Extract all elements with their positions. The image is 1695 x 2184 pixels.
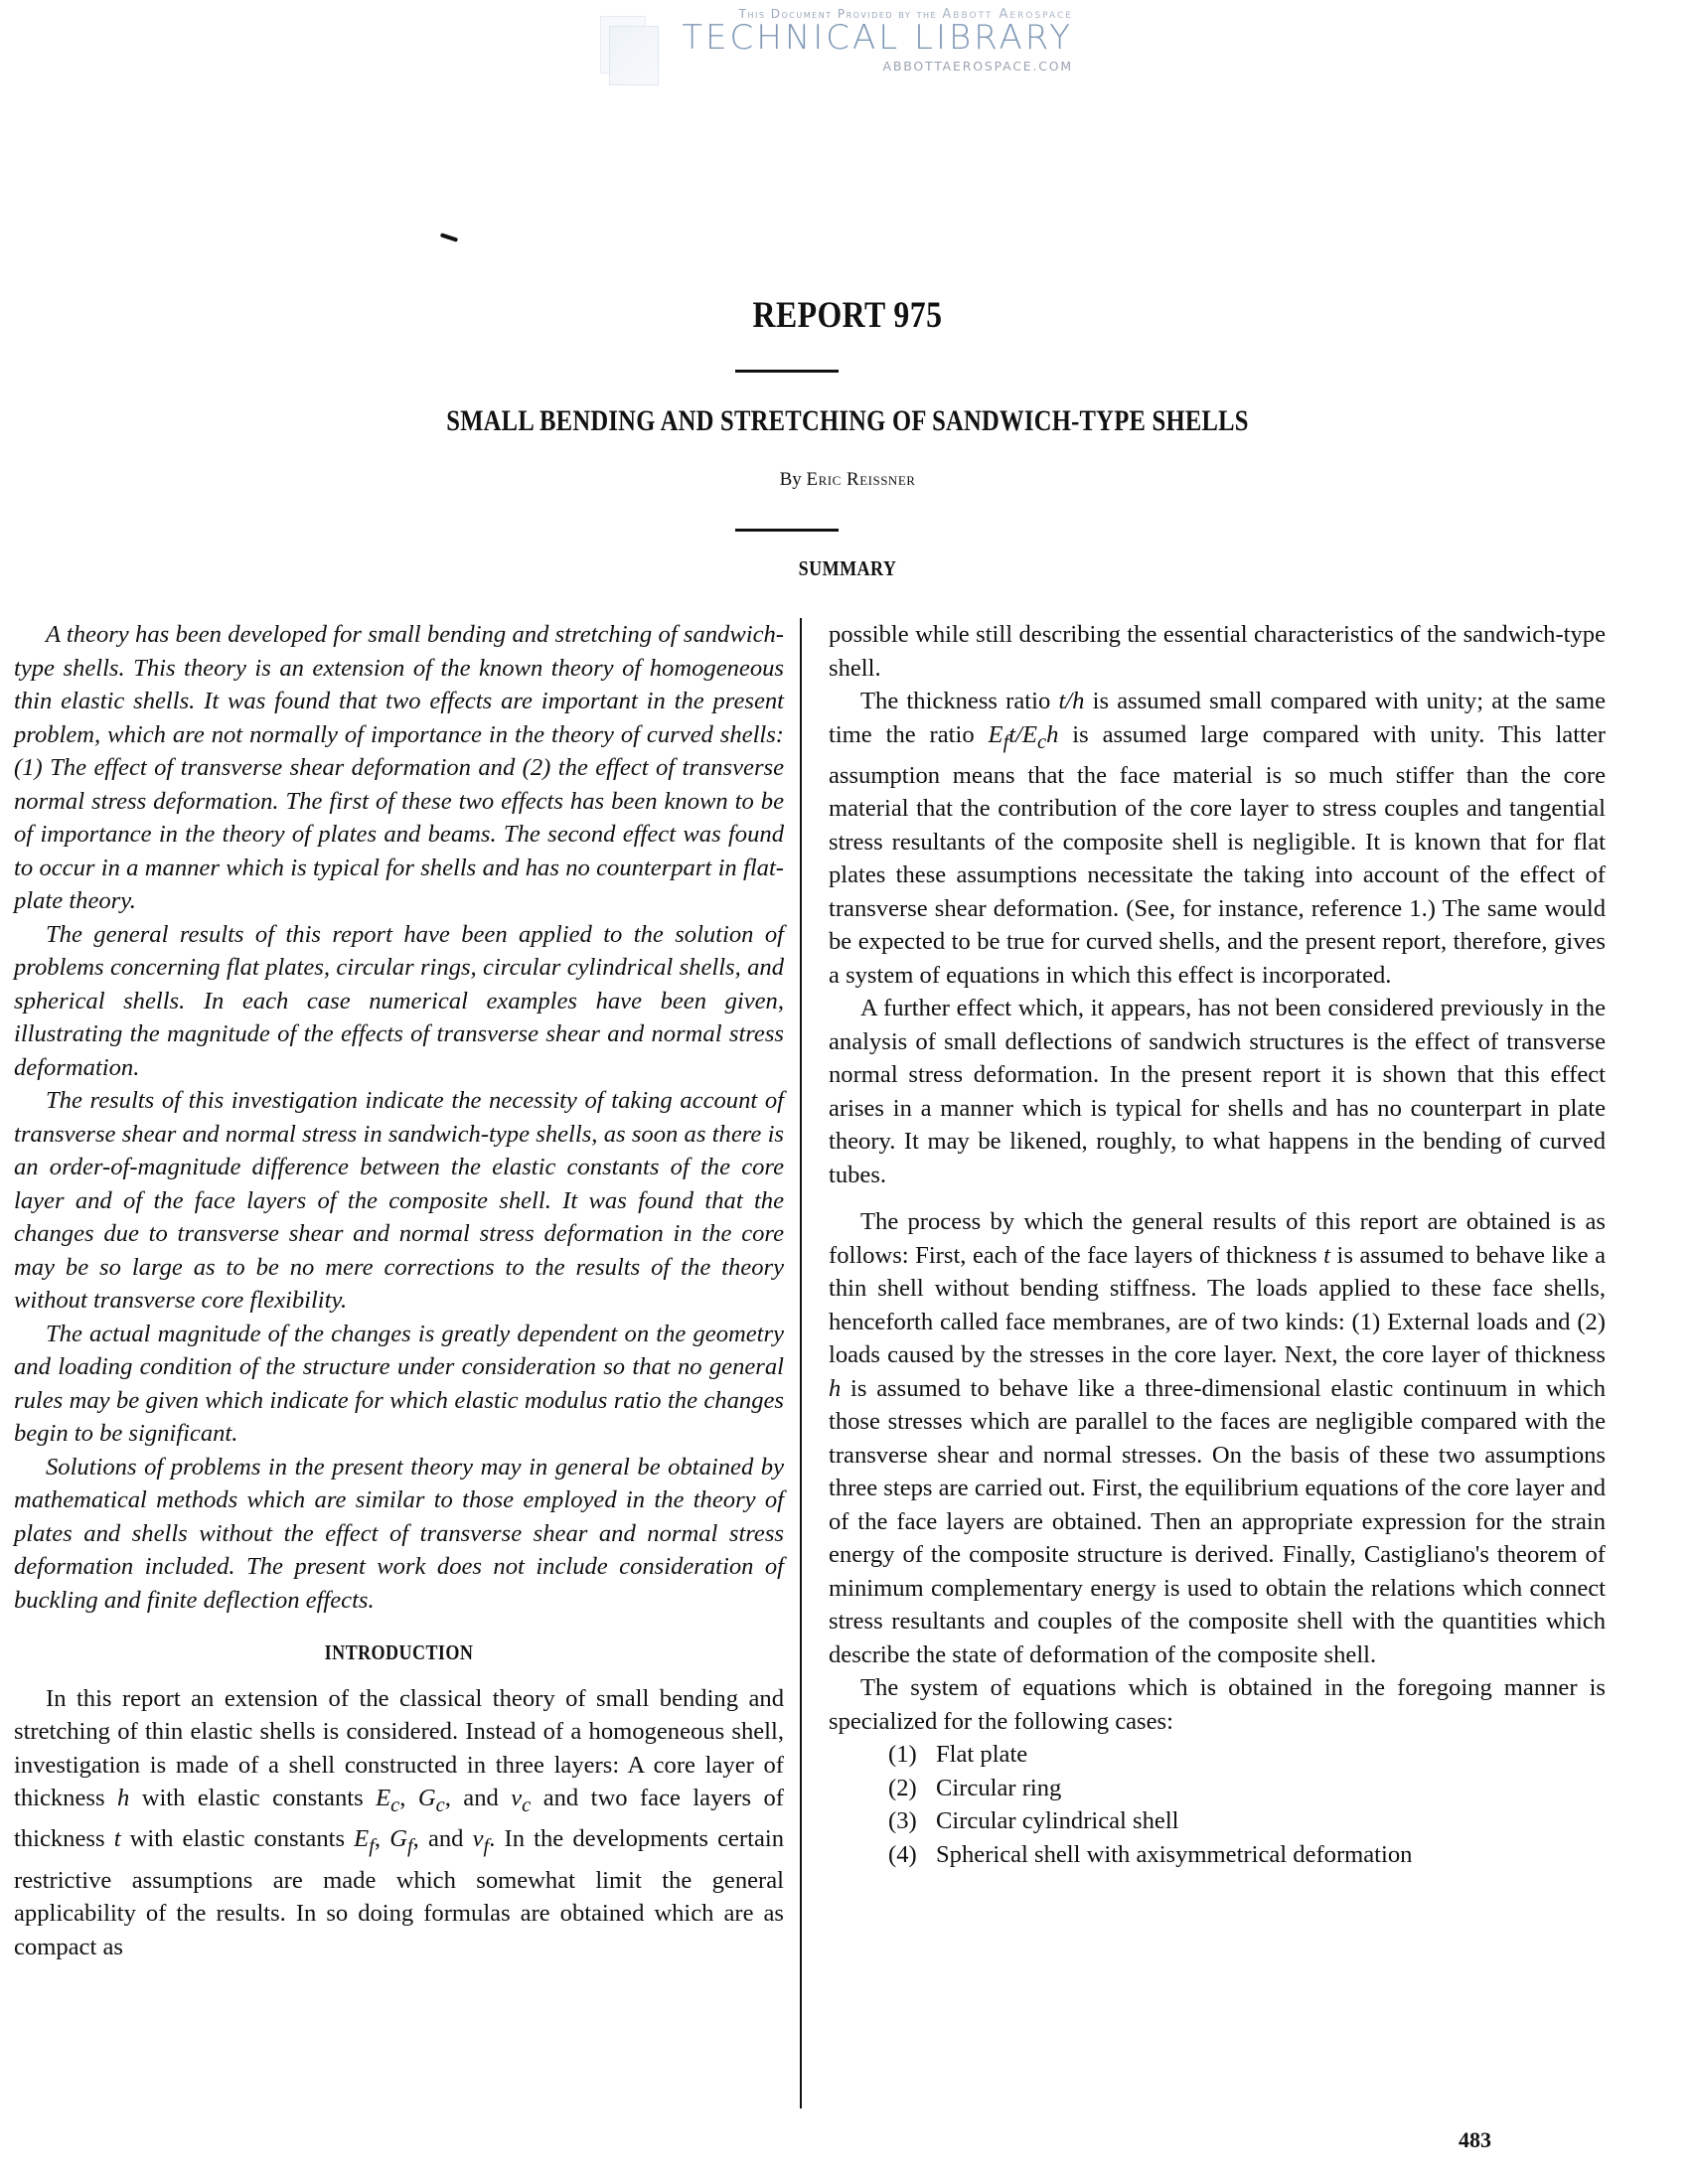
case-number: (2) (888, 1774, 917, 1801)
symbol-subscript: c (390, 1794, 400, 1816)
text-run: , (399, 1785, 418, 1811)
symbol-t: t (113, 1825, 121, 1853)
case-label: Spherical shell with axisymmetrical deformation (936, 1840, 1413, 1868)
text-run: is assumed to behave like a three-dimensional elastic continuum in which those stresses which are parallel to the faces are negligible compared with the transverse shear and normal stresses. On the basis of these two assumptions three steps are carried out. First, the equilibrium equations of the core layer and of the face layers are obtained. Then an appropriate expression for the strain energy of the composite structure is derived. Finally, Castigliano's theorem of minimum complementary energy is used to obtain the relations which connect stress resultants and couples of the composite shell with the quantities which describe the state of deformation of the composite shell. (829, 1374, 1606, 1668)
symbol-base: G (417, 1785, 436, 1811)
symbol-h: h (829, 1374, 842, 1402)
symbol-base: ν (472, 1825, 484, 1853)
text-run: The process by which the general results of this report are obtained is as follows: First, each of the face layers of thickness (829, 1208, 1606, 1269)
text-run: is assumed small compared with unity; at the same time the ratio (829, 688, 1606, 748)
watermark-library-title: TECHNICAL LIBRARY (682, 18, 1073, 58)
symbol-stiffness-ratio (988, 720, 1059, 753)
text-run: is assumed large compared with unity. This latter assumption means that the face material is so much stiffer than the core material that the contribution of the core layer to stress couples and tangential stress resultants of the composite shell is negligible. It is known that for flat plates these assumptions necessitate the taking into account of the effect of transverse shear deformation. (See, for instance, reference 1.) The same would be expected to be true for curved shells, and the present report, therefore, gives a system of equations in which this effect is incorporated. (829, 720, 1606, 989)
symbol-Ec (376, 1785, 400, 1816)
text-run: with elastic constants (120, 1825, 355, 1853)
summary-paragraph: Solutions of problems in the present theory may in general be obtained by mathematical methods which are similar to those employed in the theory of plates and shells without the effect of transverse shear and normal stress deformation included. The present work does not include consideration of buckling and finite deflection effects. (14, 1453, 784, 1614)
introduction-paragraph (829, 1205, 1606, 1671)
summary-paragraph: The general results of this report have been applied to the solution of problems concerning flat plates, circular rings, circular cylindrical shells, and spherical shells. In each case numerical examples have been given, illustrating the magnitude of the effects of transverse shear and normal stress deformation. (14, 920, 784, 1081)
symbol-base: h (1046, 720, 1059, 748)
right-column (829, 618, 1606, 1871)
symbol-t-over-h: t/h (1058, 688, 1085, 714)
introduction-paragraph: The system of equations which is obtained in the foregoing manner is specialized for the following cases: (829, 1674, 1606, 1735)
symbol-Gf (389, 1825, 413, 1858)
summary-paragraph: A theory has been developed for small bending and stretching of sandwich-type shells. This theory is an extension of the known theory of homogeneous thin elastic shells. It was found that two effects are important in the present problem, which are not normally of importance in the theory of curved shells: (1) The effect of transverse shear deformation and (2) the effect of transverse normal stress deformation. The first of these two effects has been known to be of importance in the theory of plates and beams. The second effect was found to occur in a manner which is typical for shells and has no counterpart in flat-plate theory. (14, 621, 784, 914)
symbol-subscript: f (369, 1835, 375, 1858)
text-run: , and (412, 1825, 473, 1853)
watermark-url: ABBOTTAEROSPACE.COM (882, 59, 1073, 74)
symbol-nu-f (472, 1825, 490, 1858)
cases-list (829, 1738, 1606, 1871)
symbol-subscript: f (483, 1835, 490, 1858)
case-label: Circular cylindrical shell (936, 1807, 1179, 1835)
introduction-paragraph (829, 685, 1606, 992)
text-run: and two face layers of thickness (14, 1785, 784, 1853)
text-run: . In the developments certain restrictive assumptions are made which somewhat limit the general applicability of the results. In so doing formulas are obtained which are as compact as (14, 1825, 784, 1960)
symbol-t: t (1323, 1241, 1330, 1269)
summary-paragraph: The results of this investigation indicate the necessity of taking account of transverse shear and normal stress in sandwich-type shells, as soon as there is an order-of-magnitude difference between the elastic constants of the core layer and of the face layers of the composite shell. It was found that the changes due to transverse shear and normal stress deformation in the core may be so large as to be no mere corrections to the results of the theory without transverse core flexibility. (14, 1087, 784, 1314)
case-item (888, 1838, 1606, 1872)
introduction-paragraph (14, 1682, 784, 1964)
watermark-prefix: This Document Provided by the (738, 7, 938, 21)
case-label: Flat plate (936, 1741, 1028, 1769)
summary-heading: SUMMARY (798, 556, 897, 580)
case-item (888, 1772, 1606, 1805)
introduction-paragraph-continued: possible while still describing the essential characteristics of the sandwich-type shell. (829, 621, 1606, 682)
case-label: Circular ring (936, 1774, 1062, 1801)
case-number: (4) (888, 1840, 917, 1868)
symbol-Gc (417, 1785, 445, 1816)
summary-section (14, 618, 784, 1617)
text-run: The thickness ratio (860, 688, 1059, 714)
symbol-base: ν (511, 1785, 523, 1811)
case-item (888, 1804, 1606, 1838)
symbol-base: E (988, 720, 1003, 748)
symbol-subscript: f (1002, 730, 1009, 753)
text-run: , (374, 1825, 390, 1853)
symbol-subscript: f (406, 1835, 413, 1858)
title-rule-divider (735, 370, 839, 373)
case-number: (1) (888, 1741, 917, 1769)
column-divider (800, 618, 802, 2108)
report-number: REPORT 975 (752, 295, 943, 336)
symbol-Ef (354, 1825, 375, 1858)
left-column (14, 618, 784, 1963)
symbol-subscript: c (522, 1794, 532, 1816)
symbol-nu-c (511, 1785, 532, 1816)
provider-watermark (596, 4, 1083, 83)
introduction-paragraph: A further effect which, it appears, has not been considered previously in the analysis of small deflections of sandwich structures is the effect of transverse normal stress deformation. In the present report it is shown that this effect arises in a manner which is typical for shells and has no counterpart in plate theory. It may be likened, roughly, to what happens in the bending of curved tubes. (829, 995, 1606, 1188)
page-number: 483 (1459, 2127, 1491, 2152)
case-item (888, 1738, 1606, 1772)
text-run: with elastic constants (129, 1785, 377, 1811)
document-icon (609, 26, 659, 85)
text-run: is assumed to behave like a thin shell without bending stiffness. The loads applied to these face shells, henceforth called face membranes, are of two kinds: (1) External loads and (2) loads caused by the stresses in the core layer. Next, the core layer of thickness (829, 1241, 1606, 1369)
byline-prefix: By (779, 469, 802, 490)
symbol-h: h (116, 1785, 130, 1811)
symbol-base: E (376, 1785, 391, 1811)
text-run: In this report an extension of the classical theory of small bending and stretching of thin elastic shells is considered. Instead of a homogeneous shell, investigation is made of a shell constructed in three layers: A core layer of thickness (14, 1684, 784, 1811)
watermark-brand: Abbott Aerospace (942, 7, 1073, 22)
symbol-base: t/E (1008, 720, 1037, 748)
author-name: Eric Reissner (806, 469, 916, 490)
introduction-heading: INTRODUCTION (324, 1640, 474, 1664)
case-number: (3) (888, 1807, 917, 1835)
text-run: , and (444, 1785, 512, 1811)
byline (0, 469, 1695, 491)
symbol-subscript: c (1036, 730, 1047, 753)
symbol-base: G (389, 1825, 407, 1853)
summary-paragraph: The actual magnitude of the changes is greatly dependent on the geometry and loading condition of the structure under consideration so that no general rules may be given which indicate for which elastic modulus ratio the changes begin to be significant. (14, 1320, 784, 1447)
paper-title: SMALL BENDING AND STRETCHING OF SANDWICH-TYPE SHELLS (446, 404, 1249, 437)
symbol-base: E (354, 1825, 370, 1853)
symbol-subscript: c (435, 1794, 445, 1816)
scan-artifact-mark (440, 233, 458, 241)
byline-rule-divider (735, 529, 839, 532)
